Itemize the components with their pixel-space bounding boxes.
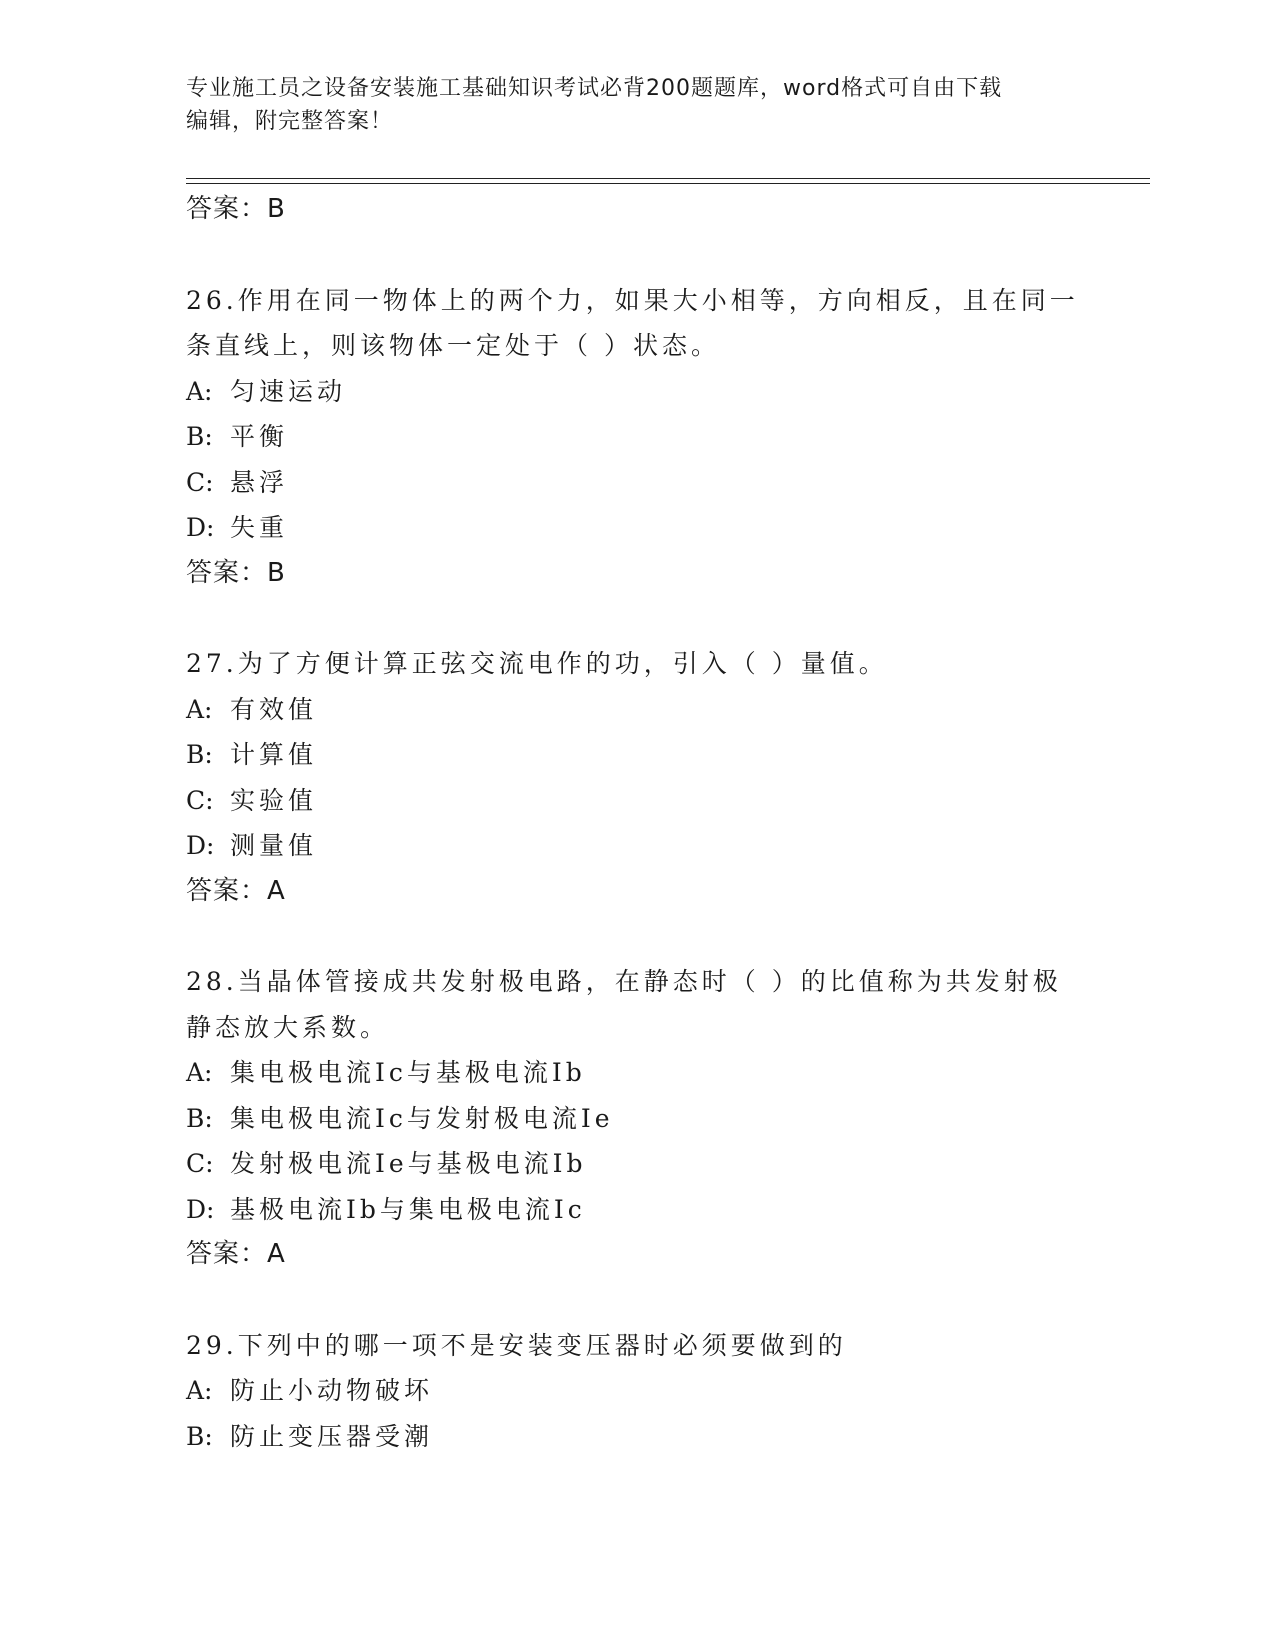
option-letter: B: [186, 740, 213, 769]
spacer [186, 233, 1086, 278]
option-a [186, 1368, 1086, 1414]
question-stem: 26.作用在同一物体上的两个力，如果大小相等，方向相反，且在同一 [186, 285, 1079, 315]
option-c [186, 778, 1086, 824]
question-list [186, 187, 1086, 1459]
option-a [186, 369, 1086, 415]
option-text: 测量值 [230, 831, 318, 860]
answer: 答案：B [186, 557, 286, 588]
option-letter: B: [186, 1421, 213, 1451]
option-letter: D: [186, 513, 215, 542]
header-line-1: 专业施工员之设备安装施工基础知识考试必背200题题库，word格式可自由下载 [186, 76, 1003, 101]
option-text: 实验值 [230, 785, 318, 815]
option-a [186, 1050, 1086, 1096]
option-text: 计算值 [230, 740, 318, 769]
option-d [186, 823, 1086, 869]
option-letter: C: [186, 467, 214, 497]
option-text: 基极电流Ib与集电极电流Ic [230, 1194, 586, 1224]
option-letter: C: [186, 1149, 214, 1178]
spacer [186, 914, 1086, 959]
option-text: 失重 [230, 513, 289, 542]
option-letter: B: [186, 1103, 213, 1133]
question-stem: 条直线上，则该物体一定处于（ ）状态。 [186, 331, 720, 360]
option-letter: C: [186, 785, 214, 815]
option-letter: A: [186, 1058, 213, 1087]
answer: 答案：A [186, 875, 286, 906]
answer: 答案：A [186, 1239, 286, 1269]
option-letter: B: [186, 422, 213, 451]
question-stem: 静态放大系数。 [186, 1012, 390, 1042]
previous-answer: 答案：B [186, 194, 286, 224]
spacer [186, 596, 1086, 641]
question-27 [186, 641, 1086, 914]
option-letter: A: [186, 1376, 213, 1405]
option-text: 发射极电流Ie与基极电流Ib [230, 1149, 587, 1178]
header-rule-top [186, 178, 1150, 179]
header-line-2: 编辑，附完整答案！ [186, 109, 394, 134]
option-c [186, 1141, 1086, 1187]
spacer [186, 1278, 1086, 1323]
option-text: 有效值 [230, 694, 318, 724]
option-a [186, 687, 1086, 733]
option-text: 悬浮 [230, 467, 289, 497]
question-stem: 27.为了方便计算正弦交流电作的功，引入（ ）量值。 [186, 649, 888, 678]
option-b [186, 414, 1086, 460]
option-c [186, 460, 1086, 506]
option-b [186, 1414, 1086, 1460]
option-d [186, 1187, 1086, 1233]
option-letter: D: [186, 831, 215, 860]
option-text: 平衡 [230, 422, 289, 451]
option-b [186, 1096, 1086, 1142]
option-b [186, 732, 1086, 778]
option-text: 防止小动物破坏 [230, 1376, 434, 1405]
question-26 [186, 278, 1086, 597]
option-text: 防止变压器受潮 [230, 1421, 434, 1451]
document-header [186, 72, 1066, 138]
option-d [186, 505, 1086, 551]
question-stem: 29.下列中的哪一项不是安装变压器时必须要做到的 [186, 1330, 847, 1360]
option-letter: D: [186, 1194, 215, 1224]
option-text: 集电极电流Ic与基极电流Ib [230, 1058, 586, 1087]
option-text: 匀速运动 [230, 376, 347, 406]
question-28 [186, 959, 1086, 1278]
question-stem: 28.当晶体管接成共发射极电路，在静态时（ ）的比值称为共发射极 [186, 967, 1062, 996]
option-text: 集电极电流Ic与发射极电流Ie [230, 1103, 614, 1133]
question-29 [186, 1323, 1086, 1460]
option-letter: A: [186, 694, 213, 724]
option-letter: A: [186, 376, 213, 406]
header-rule-bottom [186, 183, 1150, 184]
